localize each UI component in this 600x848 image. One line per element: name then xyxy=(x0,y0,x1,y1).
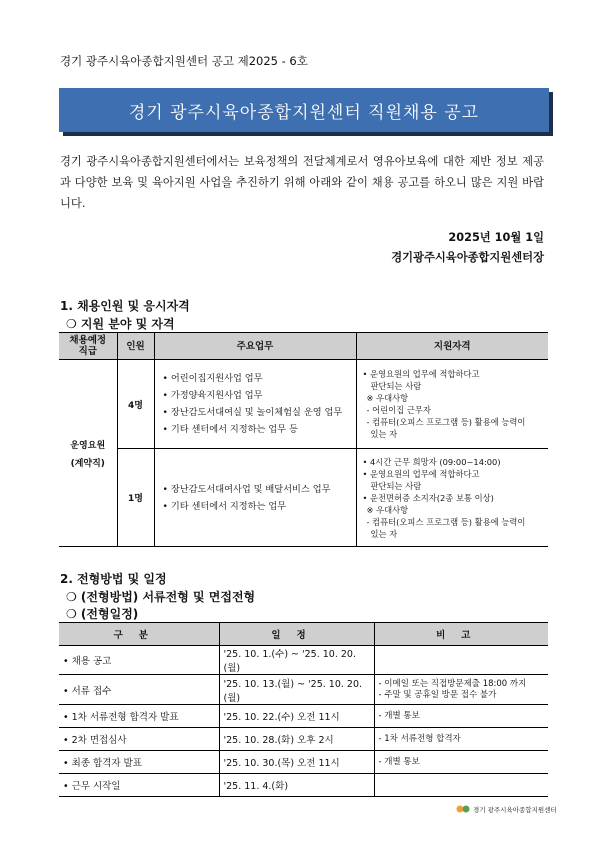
section1-heading: 1. 채용인원 및 응시자격 xyxy=(60,299,190,313)
col-header-position-line: 직급 xyxy=(78,346,97,357)
intro-paragraph: 경기 광주시육아종합지원센터에서는 보육정책의 전달체계로서 영유아보육에 대한 제반 정보 제공과 다양한 보육 및 육아지원 사업을 추진하기 위해 아래와 같이 채용 공고를 하오니 많은 지원 바랍니다. xyxy=(60,155,544,210)
duty-item: • 어린이집지원사업 업무 xyxy=(163,370,356,387)
section1-subheading: ❍ 지원 분야 및 자격 xyxy=(66,317,175,331)
schedule-note-cell xyxy=(374,705,548,728)
schedule-note-cell xyxy=(374,646,548,675)
qualification-line: ※ 우대사항 xyxy=(366,504,409,515)
table-row xyxy=(59,360,548,449)
qualification-line: • 운영요원의 업무에 적합하다고 xyxy=(363,368,543,380)
schedule-date-cell: '25. 10. 30.(목) 오전 11시 xyxy=(219,751,374,774)
duty-item: • 기타 센터에서 지정하는 업무 등 xyxy=(163,421,356,438)
col-header-category: 구분 xyxy=(59,623,219,646)
schedule-date-cell: '25. 10. 22.(수) 오전 11시 xyxy=(219,705,374,728)
qualification-line: 판단되는 사람 xyxy=(370,480,422,491)
remark-line: - 1차 서류전형 합격자 xyxy=(378,733,461,744)
page-title: 경기 광주시육아종합지원센터 직원채용 공고 xyxy=(128,102,480,123)
qualification-line: 판단되는 사람 xyxy=(370,381,422,391)
table-row xyxy=(59,705,548,728)
title-banner xyxy=(59,88,549,132)
qualification-line: ※ 우대사항 xyxy=(366,393,409,403)
duties-cell xyxy=(154,449,356,547)
duty-item: • 장난감도서대여사업 및 배달서비스 업무 xyxy=(163,481,356,498)
table-row xyxy=(59,751,548,774)
notice-number: 경기 광주시육아종합지원센터 공고 제2025 - 6호 xyxy=(60,54,308,68)
schedule-date-cell: '25. 10. 13.(월) ~ '25. 10. 20.(월) xyxy=(219,675,374,705)
count-cell: 1명 xyxy=(117,449,154,547)
duty-item: • 장난감도서대여실 및 놀이체험실 운영 업무 xyxy=(163,404,356,421)
schedule-date-cell: '25. 11. 4.(화) xyxy=(219,774,374,797)
col-header-position xyxy=(59,333,117,360)
qualification-line: - 어린이집 근무자 xyxy=(366,405,431,415)
logo-icon xyxy=(456,804,470,814)
table-header-row xyxy=(59,623,548,646)
qualifications-cell xyxy=(356,449,548,547)
schedule-item-cell: • 근무 시작일 xyxy=(59,774,219,797)
table-header-row xyxy=(59,333,548,360)
duty-item: • 기타 센터에서 지정하는 업무 xyxy=(163,498,356,515)
section2-subheading-schedule: ❍ (전형일정) xyxy=(66,607,139,621)
table-row xyxy=(59,675,548,705)
duty-item: • 가정양육지원사업 업무 xyxy=(163,387,356,404)
section2-heading: 2. 전형방법 및 일정 xyxy=(60,572,167,586)
schedule-note-cell xyxy=(374,751,548,774)
remark-line: - 이메일 또는 직접방문제출 18:00 까지 xyxy=(378,678,527,689)
schedule-item-cell: • 1차 서류전형 합격자 발표 xyxy=(59,705,219,728)
schedule-note-cell xyxy=(374,728,548,751)
qualification-line: • 운전면허증 소지자(2종 보통 이상) xyxy=(363,492,543,504)
col-header-schedule: 일정 xyxy=(219,623,374,646)
recruitment-table xyxy=(59,332,548,547)
table-row xyxy=(59,449,548,547)
qualification-line: • 운영요원의 업무에 적합하다고 xyxy=(363,468,543,480)
schedule-item-cell: • 2차 면접심사 xyxy=(59,728,219,751)
position-note: (계약직) xyxy=(70,458,105,469)
remark-line: - 개별 통보 xyxy=(378,710,420,721)
col-header-count: 인원 xyxy=(117,333,154,360)
col-header-qualifications: 지원자격 xyxy=(356,333,548,360)
count-cell: 4명 xyxy=(117,360,154,449)
col-header-position-line: 채용예정 xyxy=(69,335,107,346)
remark-line: - 개별 통보 xyxy=(378,756,420,767)
schedule-item-cell: • 최종 합격자 발표 xyxy=(59,751,219,774)
qualification-line: - 컴퓨터(오피스 프로그램 등) 활용에 능력이 xyxy=(366,516,526,527)
org-head: 경기광주시육아종합지원센터장 xyxy=(391,251,544,264)
footer-logo xyxy=(456,804,557,814)
footer-logo-text: 경기 광주시육아종합지원센터 xyxy=(473,805,557,814)
schedule-note-cell xyxy=(374,675,548,705)
position-name: 운영요원 xyxy=(70,440,106,451)
schedule-item-cell: • 채용 공고 xyxy=(59,646,219,675)
qualification-line: - 컴퓨터(오피스 프로그램 등) 활용에 능력이 xyxy=(366,417,526,427)
schedule-item-cell: • 서류 접수 xyxy=(59,675,219,705)
table-row xyxy=(59,774,548,797)
table-row xyxy=(59,646,548,675)
schedule-note-cell xyxy=(374,774,548,797)
remark-line: - 주말 및 공휴일 방문 접수 불가 xyxy=(378,689,497,700)
schedule-table xyxy=(59,622,548,797)
qualification-line: 있는 자 xyxy=(370,429,398,439)
table-row xyxy=(59,728,548,751)
col-header-remarks: 비고 xyxy=(374,623,548,646)
schedule-date-cell: '25. 10. 28.(화) 오후 2시 xyxy=(219,728,374,751)
section2-subheading-method: ❍ (전형방법) 서류전형 및 면접전형 xyxy=(66,590,256,604)
duties-cell xyxy=(154,360,356,449)
qualifications-cell xyxy=(356,360,548,449)
col-header-duties: 주요업무 xyxy=(154,333,356,360)
notice-date: 2025년 10월 1일 xyxy=(448,231,544,244)
schedule-date-cell: '25. 10. 1.(수) ~ '25. 10. 20.(월) xyxy=(219,646,374,675)
position-cell xyxy=(59,360,117,547)
qualification-line: • 4시간 근무 희망자 (09:00~14:00) xyxy=(363,456,543,468)
qualification-line: 있는 자 xyxy=(370,528,398,539)
